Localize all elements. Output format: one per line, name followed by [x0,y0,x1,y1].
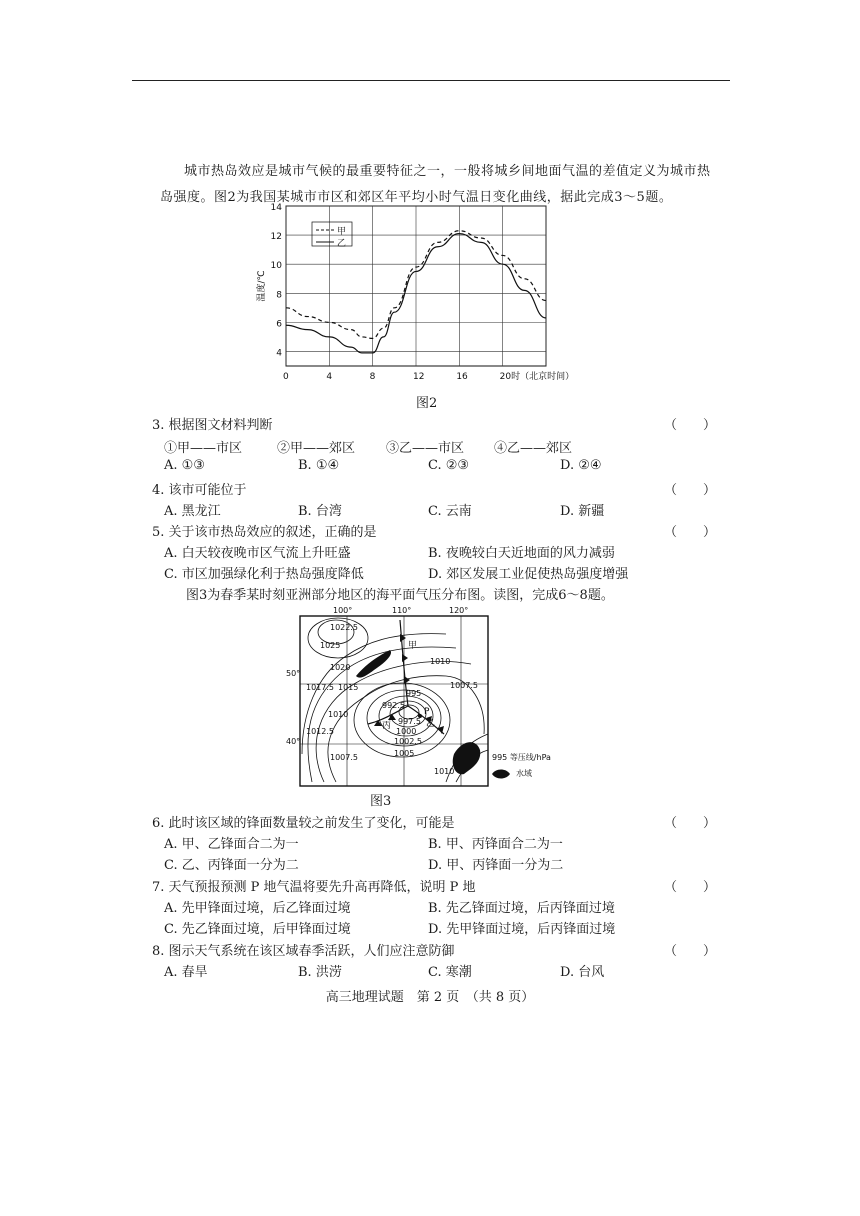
q3-paren: （ ） [664,418,717,433]
front-label-bing: 丙 [382,721,392,731]
q8-option-d[interactable]: D. 台风 [560,965,605,980]
legend-label: 乙 [337,239,347,249]
q5-option-c[interactable]: C. 市区加强绿化利于热岛强度降低 [164,567,364,582]
q6-stem: 6. 此时该区域的锋面数量较之前发生了变化，可能是 [152,816,455,831]
lon-label-110: 110° [392,606,412,615]
q4-option-b[interactable]: B. 台湾 [298,504,342,519]
front-label-yi: 乙 [426,719,436,729]
isobar-label: 1007.5 [450,681,478,690]
q7-stem: 7. 天气预报预测 P 地气温将要先升高再降低，说明 P 地 [152,880,476,895]
x-tick-label: 16 [456,372,468,382]
q3-item-1: ①甲——市区 [164,441,243,456]
fig3-intro: 图3为春季某时刻亚洲部分地区的海平面气压分布图。读图，完成6～8题。 [186,588,614,603]
q7-paren: （ ） [664,880,717,895]
q5-option-b[interactable]: B. 夜晚较白天近地面的风力减弱 [428,546,615,561]
y-tick-label: 6 [276,319,282,330]
q6-option-c[interactable]: C. 乙、丙锋面一分为二 [164,858,299,873]
q6-paren: （ ） [664,816,717,831]
temperature-chart [250,196,580,390]
isobar-label: 1005 [394,749,415,758]
q7-option-d[interactable]: D. 先甲锋面过境，后丙锋面过境 [428,922,616,937]
q8-paren: （ ） [664,944,717,959]
page-footer: 高三地理试题 第 2 页 （共 8 页） [325,990,535,1005]
front-label-jia: 甲 [408,641,418,651]
lat-label-40: 40° [286,737,301,746]
isobar-label: 1010 [328,710,349,719]
isobar-label: 1025 [320,641,341,650]
isobar-label: 1022.5 [330,623,358,632]
isobar-label: 1010 [434,767,455,776]
q8-option-a[interactable]: A. 春旱 [164,965,208,980]
lon-label-120: 120° [449,606,469,615]
header-rule [132,80,730,81]
isobar-label: 1007.5 [330,753,358,762]
isobar-label: 992.5 [382,701,405,710]
q3-item-4: ④乙——郊区 [494,441,573,456]
q5-paren: （ ） [664,525,717,540]
legend-isobar: 995 等压线/hPa [492,753,551,762]
q4-option-d[interactable]: D. 新疆 [560,504,605,519]
q7-option-c[interactable]: C. 先乙锋面过境，后甲锋面过境 [164,922,351,937]
y-axis-label: 温度/℃ [257,270,267,302]
y-tick-label: 8 [276,290,282,301]
q3-item-2: ②甲——郊区 [277,441,356,456]
isobar-label: 1015 [338,683,359,692]
x-tick-label: 12 [413,372,425,382]
q7-option-a[interactable]: A. 先甲锋面过境，后乙锋面过境 [164,901,351,916]
legend-water: 水域 [516,769,532,778]
lat-label-50: 50° [286,669,301,678]
q8-option-b[interactable]: B. 洪涝 [298,965,342,980]
q4-stem: 4. 该市可能位于 [152,483,247,498]
isobar-label: 995 [406,689,422,698]
q3-option-c[interactable]: C. ②③ [428,458,470,473]
q3-stem: 3. 根据图文材料判断 [152,418,273,433]
q5-option-a[interactable]: A. 白天较夜晚市区气流上升旺盛 [164,546,351,561]
legend-water-swatch [492,770,510,779]
pressure-map [286,604,586,784]
legend-label: 甲 [337,227,347,237]
x-tick-label: 0 [283,372,289,382]
isobar-label: 1010 [430,657,451,666]
q3-option-b[interactable]: B. ①④ [298,458,340,473]
water-bodies [356,650,480,774]
q8-stem: 8. 图示天气系统在该区域春季活跃，人们应注意防御 [152,944,455,959]
y-tick-label: 4 [276,348,282,359]
q6-option-a[interactable]: A. 甲、乙锋面合二为一 [164,837,299,852]
isobar-label: 1020 [330,663,351,672]
x-tick-label: 4 [326,372,333,382]
q4-option-c[interactable]: C. 云南 [428,504,472,519]
y-tick-label: 12 [270,232,282,243]
q3-option-a[interactable]: A. ①③ [164,458,205,473]
isobar-label: 997.5 [398,717,421,726]
q3-option-d[interactable]: D. ②④ [560,458,602,473]
y-tick-label: 14 [270,203,282,213]
y-tick-label: 10 [270,261,282,272]
intro-paragraph: 城市热岛效应是城市气候的最重要特征之一，一般将城乡间地面气温的差值定义为城市热岛强度。图2为我国某城市市区和郊区年平均小时气温日变化曲线，据此完成3～5题。 [160,164,711,205]
q5-option-d[interactable]: D. 郊区发展工业促使热岛强度增强 [428,567,629,582]
isobar-label: 1000 [396,727,417,736]
q6-option-d[interactable]: D. 甲、丙锋面一分为二 [428,858,564,873]
q4-paren: （ ） [664,483,717,498]
x-tick-label: 20时（北京时间） [499,372,575,382]
q6-option-b[interactable]: B. 甲、丙锋面合二为一 [428,837,563,852]
isobar-label: 1002.5 [394,737,422,746]
point-p-label: P [424,707,430,717]
x-tick-label: 8 [369,372,376,382]
q7-option-b[interactable]: B. 先乙锋面过境，后丙锋面过境 [428,901,615,916]
q3-item-3: ③乙——市区 [386,441,465,456]
lon-label-100: 100° [333,606,353,615]
q5-stem: 5. 关于该市热岛效应的叙述，正确的是 [152,525,377,540]
isobar-label: 1012.5 [306,727,334,736]
q8-option-c[interactable]: C. 寒潮 [428,965,472,980]
fig2-caption: 图2 [416,396,438,411]
isobar-label: 1017.5 [306,683,334,692]
fig3-caption: 图3 [370,794,392,809]
q4-option-a[interactable]: A. 黑龙江 [164,504,221,519]
